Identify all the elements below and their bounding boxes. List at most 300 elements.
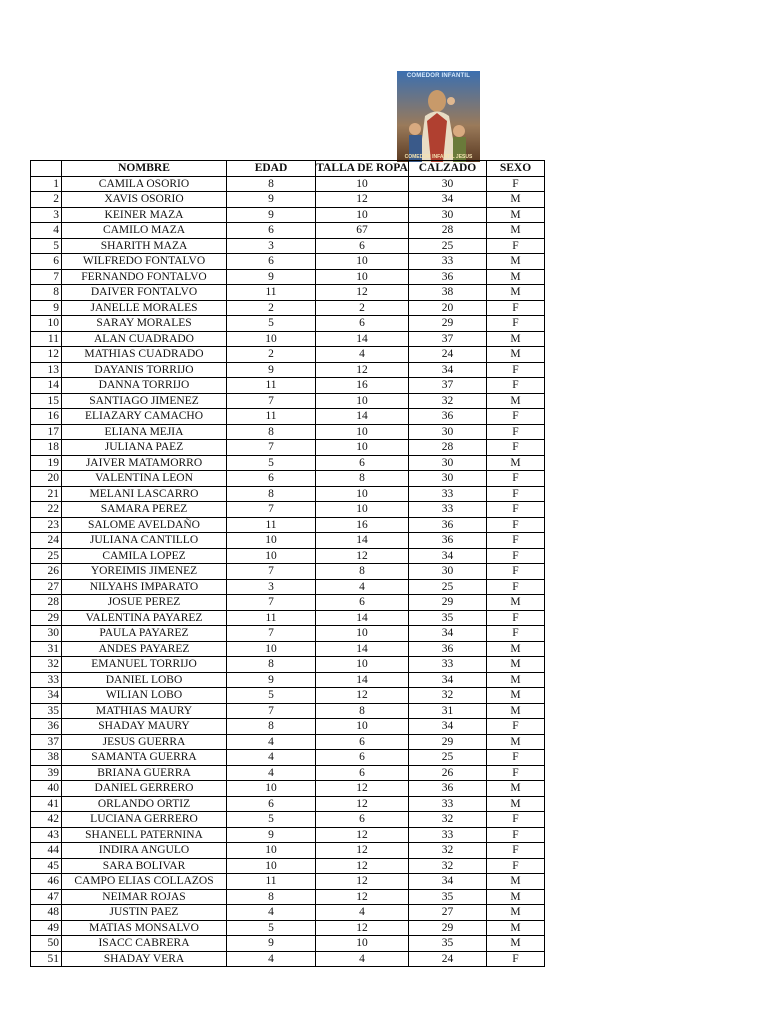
table-row xyxy=(31,378,545,394)
cell-edad: 8 xyxy=(227,719,316,735)
cell-talla-de-ropa: 14 xyxy=(316,331,409,347)
cell-talla-de-ropa: 16 xyxy=(316,517,409,533)
cell-talla-de-ropa: 10 xyxy=(316,424,409,440)
cell-talla-de-ropa: 4 xyxy=(316,905,409,921)
table-row xyxy=(31,920,545,936)
table-row xyxy=(31,409,545,425)
table-row xyxy=(31,362,545,378)
cell-talla-de-ropa: 12 xyxy=(316,781,409,797)
row-index: 47 xyxy=(31,889,62,905)
cell-talla-de-ropa: 10 xyxy=(316,719,409,735)
row-index: 6 xyxy=(31,254,62,270)
cell-calzado: 29 xyxy=(409,595,487,611)
cell-nombre: ELIANA MEJIA xyxy=(62,424,227,440)
table-row xyxy=(31,254,545,270)
cell-edad: 4 xyxy=(227,765,316,781)
cell-sexo: M xyxy=(487,347,545,363)
row-index: 37 xyxy=(31,734,62,750)
table-row xyxy=(31,765,545,781)
cell-edad: 10 xyxy=(227,843,316,859)
cell-talla-de-ropa: 12 xyxy=(316,874,409,890)
cell-edad: 5 xyxy=(227,812,316,828)
cell-sexo: F xyxy=(487,564,545,580)
table-row xyxy=(31,316,545,332)
cell-talla-de-ropa: 12 xyxy=(316,285,409,301)
cell-sexo: M xyxy=(487,595,545,611)
cell-sexo: F xyxy=(487,502,545,518)
cell-nombre: JULIANA CANTILLO xyxy=(62,533,227,549)
table-row xyxy=(31,889,545,905)
table-row xyxy=(31,207,545,223)
cell-nombre: INDIRA ANGULO xyxy=(62,843,227,859)
cell-sexo: M xyxy=(487,223,545,239)
cell-calzado: 25 xyxy=(409,750,487,766)
cell-calzado: 36 xyxy=(409,269,487,285)
table-row xyxy=(31,827,545,843)
cell-calzado: 33 xyxy=(409,502,487,518)
cell-calzado: 30 xyxy=(409,455,487,471)
row-index: 31 xyxy=(31,641,62,657)
cell-nombre: SARA BOLIVAR xyxy=(62,858,227,874)
cell-sexo: M xyxy=(487,192,545,208)
cell-sexo: F xyxy=(487,409,545,425)
cell-nombre: KEINER MAZA xyxy=(62,207,227,223)
table-row xyxy=(31,688,545,704)
table-row xyxy=(31,192,545,208)
cell-edad: 8 xyxy=(227,486,316,502)
cell-talla-de-ropa: 12 xyxy=(316,688,409,704)
row-index: 17 xyxy=(31,424,62,440)
row-index: 38 xyxy=(31,750,62,766)
cell-calzado: 25 xyxy=(409,579,487,595)
cell-talla-de-ropa: 12 xyxy=(316,796,409,812)
cell-talla-de-ropa: 12 xyxy=(316,827,409,843)
table-body xyxy=(31,176,545,967)
row-index: 3 xyxy=(31,207,62,223)
cell-calzado: 29 xyxy=(409,734,487,750)
cell-talla-de-ropa: 12 xyxy=(316,362,409,378)
row-index: 16 xyxy=(31,409,62,425)
cell-calzado: 37 xyxy=(409,378,487,394)
cell-nombre: WILIAN LOBO xyxy=(62,688,227,704)
cell-nombre: LUCIANA GERRERO xyxy=(62,812,227,828)
cell-edad: 9 xyxy=(227,672,316,688)
cell-edad: 6 xyxy=(227,796,316,812)
cell-sexo: F xyxy=(487,548,545,564)
cell-edad: 10 xyxy=(227,781,316,797)
cell-nombre: MATHIAS CUADRADO xyxy=(62,347,227,363)
cell-edad: 9 xyxy=(227,207,316,223)
cell-talla-de-ropa: 12 xyxy=(316,192,409,208)
cell-sexo: M xyxy=(487,874,545,890)
cell-talla-de-ropa: 4 xyxy=(316,951,409,967)
table-row xyxy=(31,951,545,967)
row-index: 7 xyxy=(31,269,62,285)
header-calzado: CALZADO xyxy=(409,161,487,177)
cell-talla-de-ropa: 10 xyxy=(316,269,409,285)
cell-talla-de-ropa: 14 xyxy=(316,610,409,626)
cell-edad: 7 xyxy=(227,502,316,518)
cell-edad: 9 xyxy=(227,269,316,285)
logo-image xyxy=(397,71,480,162)
cell-talla-de-ropa: 14 xyxy=(316,409,409,425)
cell-calzado: 36 xyxy=(409,409,487,425)
cell-talla-de-ropa: 12 xyxy=(316,858,409,874)
cell-nombre: YOREIMIS JIMENEZ xyxy=(62,564,227,580)
cell-nombre: DAIVER FONTALVO xyxy=(62,285,227,301)
cell-talla-de-ropa: 6 xyxy=(316,812,409,828)
cell-calzado: 32 xyxy=(409,843,487,859)
cell-talla-de-ropa: 6 xyxy=(316,455,409,471)
cell-talla-de-ropa: 67 xyxy=(316,223,409,239)
table-row xyxy=(31,936,545,952)
cell-talla-de-ropa: 10 xyxy=(316,626,409,642)
row-index: 20 xyxy=(31,471,62,487)
cell-edad: 10 xyxy=(227,641,316,657)
row-index: 42 xyxy=(31,812,62,828)
row-index: 45 xyxy=(31,858,62,874)
cell-calzado: 32 xyxy=(409,812,487,828)
cell-edad: 9 xyxy=(227,827,316,843)
cell-sexo: F xyxy=(487,858,545,874)
cell-talla-de-ropa: 10 xyxy=(316,207,409,223)
cell-nombre: DANIEL LOBO xyxy=(62,672,227,688)
table-row xyxy=(31,533,545,549)
cell-nombre: SALOME AVELDAÑO xyxy=(62,517,227,533)
row-index: 46 xyxy=(31,874,62,890)
cell-calzado: 34 xyxy=(409,192,487,208)
cell-nombre: ALAN CUADRADO xyxy=(62,331,227,347)
cell-talla-de-ropa: 12 xyxy=(316,889,409,905)
table-row xyxy=(31,579,545,595)
cell-talla-de-ropa: 2 xyxy=(316,300,409,316)
row-index: 19 xyxy=(31,455,62,471)
cell-nombre: ISACC CABRERA xyxy=(62,936,227,952)
cell-talla-de-ropa: 8 xyxy=(316,564,409,580)
table-row xyxy=(31,796,545,812)
row-index: 32 xyxy=(31,657,62,673)
cell-edad: 3 xyxy=(227,579,316,595)
cell-sexo: M xyxy=(487,254,545,270)
table-row xyxy=(31,905,545,921)
table-row xyxy=(31,285,545,301)
cell-calzado: 36 xyxy=(409,517,487,533)
row-index: 23 xyxy=(31,517,62,533)
row-index: 51 xyxy=(31,951,62,967)
cell-edad: 5 xyxy=(227,688,316,704)
header-talla-de-ropa: TALLA DE ROPA xyxy=(316,162,408,175)
cell-talla-de-ropa: 10 xyxy=(316,657,409,673)
cell-sexo: M xyxy=(487,905,545,921)
cell-sexo: F xyxy=(487,951,545,967)
cell-sexo: M xyxy=(487,920,545,936)
cell-sexo: M xyxy=(487,936,545,952)
logo-bottom-text: COMEDOR INFANTIL JESUS xyxy=(404,154,473,160)
cell-nombre: CAMILA OSORIO xyxy=(62,176,227,192)
cell-talla-de-ropa: 10 xyxy=(316,936,409,952)
row-index: 25 xyxy=(31,548,62,564)
cell-edad: 4 xyxy=(227,951,316,967)
cell-calzado: 33 xyxy=(409,796,487,812)
row-index: 22 xyxy=(31,502,62,518)
row-index: 13 xyxy=(31,362,62,378)
cell-nombre: SANTIAGO JIMENEZ xyxy=(62,393,227,409)
cell-nombre: CAMILO MAZA xyxy=(62,223,227,239)
cell-sexo: F xyxy=(487,579,545,595)
row-index: 18 xyxy=(31,440,62,456)
cell-sexo: F xyxy=(487,362,545,378)
table-row xyxy=(31,176,545,192)
row-index: 9 xyxy=(31,300,62,316)
logo-top-text: COMEDOR INFANTIL xyxy=(406,73,471,79)
table-row xyxy=(31,672,545,688)
table-row xyxy=(31,486,545,502)
table-row xyxy=(31,641,545,657)
cell-sexo: F xyxy=(487,719,545,735)
cell-nombre: JULIANA PAEZ xyxy=(62,440,227,456)
cell-sexo: F xyxy=(487,517,545,533)
cell-sexo: M xyxy=(487,734,545,750)
cell-calzado: 32 xyxy=(409,858,487,874)
cell-sexo: M xyxy=(487,672,545,688)
cell-edad: 4 xyxy=(227,750,316,766)
cell-edad: 11 xyxy=(227,610,316,626)
cell-nombre: JANELLE MORALES xyxy=(62,300,227,316)
cell-nombre: VALENTINA LEON xyxy=(62,471,227,487)
cell-edad: 7 xyxy=(227,393,316,409)
cell-edad: 8 xyxy=(227,424,316,440)
table-row xyxy=(31,455,545,471)
cell-nombre: CAMPO ELIAS COLLAZOS xyxy=(62,874,227,890)
cell-sexo: F xyxy=(487,486,545,502)
cell-talla-de-ropa: 6 xyxy=(316,316,409,332)
row-index: 8 xyxy=(31,285,62,301)
cell-edad: 9 xyxy=(227,192,316,208)
cell-calzado: 33 xyxy=(409,254,487,270)
cell-nombre: MATHIAS MAURY xyxy=(62,703,227,719)
cell-sexo: M xyxy=(487,331,545,347)
cell-calzado: 32 xyxy=(409,688,487,704)
cell-nombre: NEIMAR ROJAS xyxy=(62,889,227,905)
cell-sexo: F xyxy=(487,424,545,440)
cell-sexo: F xyxy=(487,843,545,859)
cell-edad: 9 xyxy=(227,936,316,952)
cell-nombre: SHARITH MAZA xyxy=(62,238,227,254)
cell-calzado: 27 xyxy=(409,905,487,921)
cell-sexo: M xyxy=(487,889,545,905)
table-row xyxy=(31,858,545,874)
cell-talla-de-ropa: 10 xyxy=(316,393,409,409)
cell-calzado: 20 xyxy=(409,300,487,316)
cell-sexo: M xyxy=(487,269,545,285)
table-row xyxy=(31,269,545,285)
cell-edad: 5 xyxy=(227,316,316,332)
cell-edad: 4 xyxy=(227,734,316,750)
row-index: 34 xyxy=(31,688,62,704)
cell-talla-de-ropa: 10 xyxy=(316,486,409,502)
cell-nombre: FERNANDO FONTALVO xyxy=(62,269,227,285)
row-index: 10 xyxy=(31,316,62,332)
cell-edad: 5 xyxy=(227,920,316,936)
cell-sexo: F xyxy=(487,471,545,487)
cell-sexo: F xyxy=(487,765,545,781)
row-index: 15 xyxy=(31,393,62,409)
cell-nombre: SAMARA PEREZ xyxy=(62,502,227,518)
cell-nombre: DANIEL GERRERO xyxy=(62,781,227,797)
cell-sexo: M xyxy=(487,285,545,301)
cell-edad: 6 xyxy=(227,254,316,270)
cell-nombre: BRIANA GUERRA xyxy=(62,765,227,781)
cell-calzado: 24 xyxy=(409,347,487,363)
row-index: 29 xyxy=(31,610,62,626)
cell-talla-de-ropa: 14 xyxy=(316,672,409,688)
cell-calzado: 26 xyxy=(409,765,487,781)
table-row xyxy=(31,610,545,626)
cell-calzado: 35 xyxy=(409,610,487,626)
cell-sexo: F xyxy=(487,316,545,332)
cell-calzado: 34 xyxy=(409,626,487,642)
row-index: 21 xyxy=(31,486,62,502)
cell-edad: 10 xyxy=(227,858,316,874)
header-nombre: NOMBRE xyxy=(62,161,227,177)
cell-nombre: PAULA PAYAREZ xyxy=(62,626,227,642)
cell-edad: 11 xyxy=(227,285,316,301)
cell-edad: 7 xyxy=(227,595,316,611)
cell-nombre: ORLANDO ORTIZ xyxy=(62,796,227,812)
cell-calzado: 30 xyxy=(409,564,487,580)
cell-calzado: 32 xyxy=(409,393,487,409)
table-row xyxy=(31,719,545,735)
cell-calzado: 35 xyxy=(409,936,487,952)
cell-sexo: F xyxy=(487,827,545,843)
row-index: 12 xyxy=(31,347,62,363)
cell-nombre: DANNA TORRIJO xyxy=(62,378,227,394)
row-index: 50 xyxy=(31,936,62,952)
cell-sexo: F xyxy=(487,610,545,626)
cell-edad: 7 xyxy=(227,440,316,456)
cell-edad: 2 xyxy=(227,300,316,316)
cell-calzado: 34 xyxy=(409,548,487,564)
cell-edad: 11 xyxy=(227,517,316,533)
cell-calzado: 34 xyxy=(409,874,487,890)
cell-sexo: M xyxy=(487,455,545,471)
cell-sexo: M xyxy=(487,207,545,223)
cell-nombre: JESUS GUERRA xyxy=(62,734,227,750)
table-row xyxy=(31,657,545,673)
cell-nombre: MATIAS MONSALVO xyxy=(62,920,227,936)
table-row xyxy=(31,595,545,611)
row-index: 48 xyxy=(31,905,62,921)
cell-edad: 8 xyxy=(227,657,316,673)
cell-talla-de-ropa: 10 xyxy=(316,502,409,518)
table-row xyxy=(31,750,545,766)
table-row xyxy=(31,703,545,719)
table-row xyxy=(31,781,545,797)
cell-nombre: VALENTINA PAYAREZ xyxy=(62,610,227,626)
cell-edad: 5 xyxy=(227,455,316,471)
cell-calzado: 29 xyxy=(409,920,487,936)
cell-talla-de-ropa: 12 xyxy=(316,920,409,936)
cell-edad: 3 xyxy=(227,238,316,254)
cell-talla-de-ropa: 6 xyxy=(316,750,409,766)
cell-sexo: F xyxy=(487,626,545,642)
row-index: 1 xyxy=(31,176,62,192)
cell-calzado: 25 xyxy=(409,238,487,254)
row-index: 30 xyxy=(31,626,62,642)
cell-calzado: 36 xyxy=(409,533,487,549)
cell-nombre: DAYANIS TORRIJO xyxy=(62,362,227,378)
cell-edad: 6 xyxy=(227,223,316,239)
cell-edad: 8 xyxy=(227,889,316,905)
table-row xyxy=(31,471,545,487)
table-row xyxy=(31,331,545,347)
cell-sexo: F xyxy=(487,533,545,549)
header-index xyxy=(31,161,62,177)
row-index: 49 xyxy=(31,920,62,936)
cell-edad: 4 xyxy=(227,905,316,921)
row-index: 11 xyxy=(31,331,62,347)
cell-edad: 10 xyxy=(227,548,316,564)
cell-calzado: 30 xyxy=(409,207,487,223)
cell-talla-de-ropa: 6 xyxy=(316,734,409,750)
cell-edad: 11 xyxy=(227,378,316,394)
cell-sexo: M xyxy=(487,796,545,812)
cell-edad: 10 xyxy=(227,533,316,549)
cell-calzado: 34 xyxy=(409,362,487,378)
cell-talla-de-ropa: 16 xyxy=(316,378,409,394)
table-row xyxy=(31,347,545,363)
cell-nombre: WILFREDO FONTALVO xyxy=(62,254,227,270)
cell-nombre: JOSUE PEREZ xyxy=(62,595,227,611)
cell-calzado: 36 xyxy=(409,781,487,797)
cell-nombre: EMANUEL TORRIJO xyxy=(62,657,227,673)
cell-sexo: F xyxy=(487,176,545,192)
cell-calzado: 38 xyxy=(409,285,487,301)
row-index: 41 xyxy=(31,796,62,812)
cell-talla-de-ropa: 8 xyxy=(316,471,409,487)
cell-calzado: 33 xyxy=(409,657,487,673)
cell-nombre: CAMILA LOPEZ xyxy=(62,548,227,564)
cell-edad: 7 xyxy=(227,626,316,642)
row-index: 33 xyxy=(31,672,62,688)
cell-edad: 2 xyxy=(227,347,316,363)
table-row xyxy=(31,502,545,518)
cell-nombre: JUSTIN PAEZ xyxy=(62,905,227,921)
header-sexo: SEXO xyxy=(487,161,545,177)
table-row xyxy=(31,440,545,456)
cell-edad: 6 xyxy=(227,471,316,487)
cell-edad: 8 xyxy=(227,176,316,192)
row-index: 2 xyxy=(31,192,62,208)
cell-nombre: ANDES PAYAREZ xyxy=(62,641,227,657)
row-index: 36 xyxy=(31,719,62,735)
cell-sexo: M xyxy=(487,688,545,704)
row-index: 39 xyxy=(31,765,62,781)
row-index: 24 xyxy=(31,533,62,549)
table-row xyxy=(31,734,545,750)
row-index: 27 xyxy=(31,579,62,595)
cell-nombre: ELIAZARY CAMACHO xyxy=(62,409,227,425)
cell-nombre: MELANI LASCARRO xyxy=(62,486,227,502)
table-row xyxy=(31,564,545,580)
cell-calzado: 37 xyxy=(409,331,487,347)
cell-sexo: M xyxy=(487,703,545,719)
cell-calzado: 36 xyxy=(409,641,487,657)
cell-edad: 10 xyxy=(227,331,316,347)
table-row xyxy=(31,843,545,859)
table-row xyxy=(31,300,545,316)
cell-sexo: M xyxy=(487,641,545,657)
